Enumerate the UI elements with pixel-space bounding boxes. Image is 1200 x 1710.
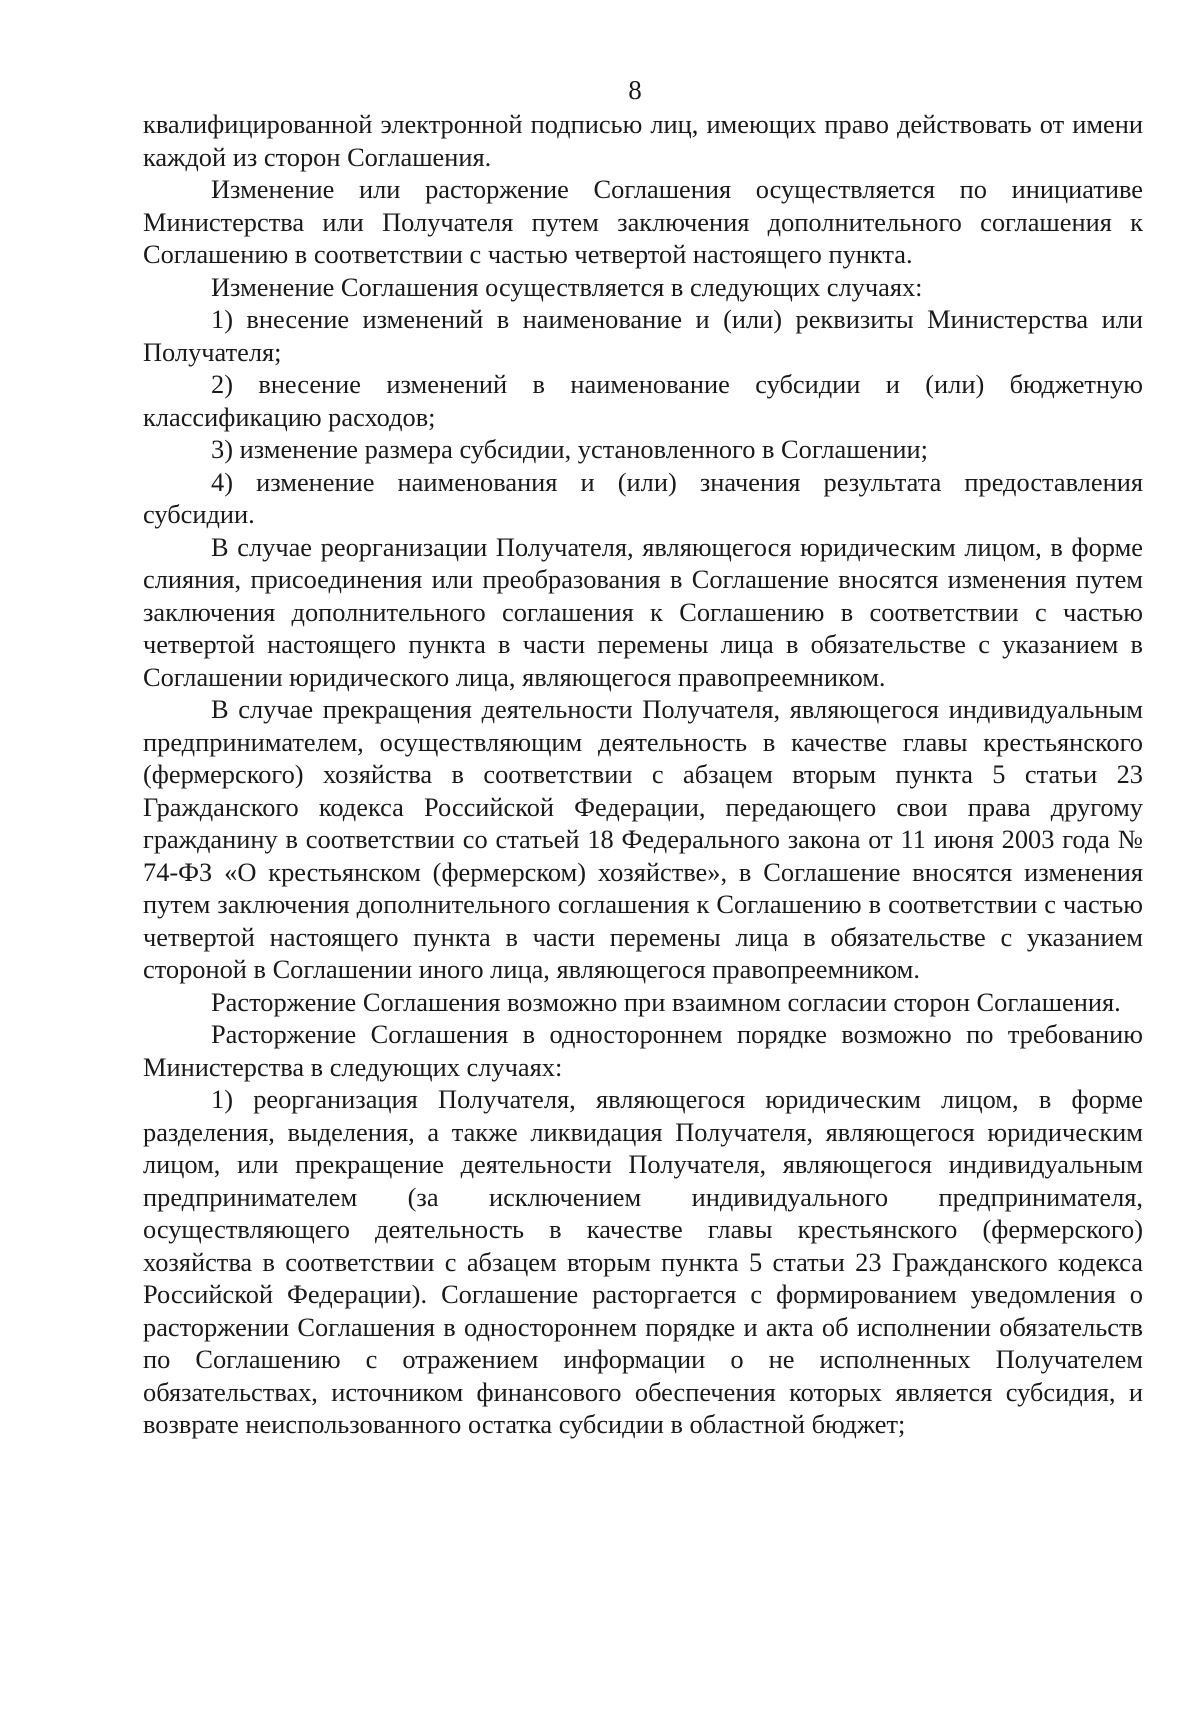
document-body <box>143 108 1143 1441</box>
paragraph: Расторжение Соглашения в одностороннем порядке возможно по требованию Министерства в следующих случаях: <box>143 1019 1143 1082</box>
page-number: 8 <box>628 75 642 105</box>
list-item: 2) внесение изменений в наименование субсидии и (или) бюджетную классификацию расходов; <box>143 369 1143 432</box>
list-item: 1) внесение изменений в наименование и (или) реквизиты Министерства или Получателя; <box>143 304 1143 367</box>
list-item: 1) реорганизация Получателя, являющегося юридическим лицом, в форме разделения, выделения, а также ликвидация Получателя, являющегося юридическим лицом, или прекращение деятельности Получателя, являющегося индивидуальным предпринимателем (за исключением индивидуального предпринимателя, осуществляющего деятельность в качестве главы крестьянского (фермерского) хозяйства в соответствии с абзацем вторым пункта 5 статьи 23 Гражданского кодекса Российской Федерации). Соглашение расторгается с формированием уведомления о расторжении Соглашения в одностороннем порядке и акта об исполнении обязательств по Соглашению с отражением информации о не исполненных Получателем обязательствах, источником финансового обеспечения которых является субсидия, и возврате неиспользованного остатка субсидии в областной бюджет; <box>143 1084 1143 1439</box>
paragraph-continuation: квалифицированной электронной подписью лиц, имеющих право действовать от имени каждой из сторон Соглашения. <box>143 109 1143 172</box>
list-item: 3) изменение размера субсидии, установленного в Соглашении; <box>211 434 928 464</box>
paragraph: В случае прекращения деятельности Получателя, являющегося индивидуальным предпринимателем, осуществляющим деятельность в качестве главы крестьянского (фермерского) хозяйства в соответствии с абзацем вторым пункта 5 статьи 23 Гражданского кодекса Российской Федерации, передающего свои права другому гражданину в соответствии со статьей 18 Федерального закона от 11 июня 2003 года № 74-ФЗ «О крестьянском (фермерском) хозяйстве», в Соглашение вносятся изменения путем заключения дополнительного соглашения к Соглашению в соответствии с частью четвертой настоящего пункта в части перемены лица в обязательстве с указанием стороной в Соглашении иного лица, являющегося правопреемником. <box>143 694 1143 984</box>
paragraph: Изменение или расторжение Соглашения осуществляется по инициативе Министерства или Получателя путем заключения дополнительного соглашения к Соглашению в соответствии с частью четвертой настоящего пункта. <box>143 174 1143 269</box>
paragraph: Расторжение Соглашения возможно при взаимном согласии сторон Соглашения. <box>211 986 1121 1017</box>
paragraph: Изменение Соглашения осуществляется в следующих случаях: <box>211 271 923 302</box>
list-item: 4) изменение наименования и (или) значения результата предоставления субсидии. <box>143 466 1143 529</box>
paragraph: В случае реорганизации Получателя, являющегося юридическим лицом, в форме слияния, присоединения или преобразования в Соглашение вносятся изменения путем заключения дополнительного соглашения к Соглашению в соответствии с частью четвертой настоящего пункта в части перемены лица в обязательстве с указанием в Соглашении юридического лица, являющегося правопреемником. <box>143 531 1143 692</box>
